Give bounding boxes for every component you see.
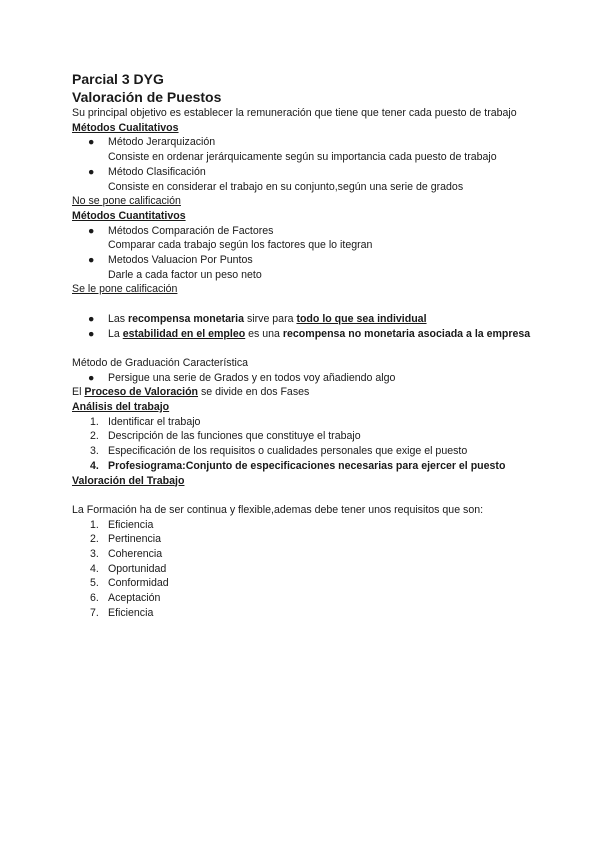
text-run-bold: recompensa no monetaria asociada a la empresa [282,327,531,340]
list-number: 6. [90,592,99,605]
list-item [72,518,532,533]
list-item [72,415,532,430]
graduacion-title: Método de Graduación Característica [72,356,249,369]
document-title: Parcial 3 DYG [72,71,164,87]
recompensa-line [108,312,532,327]
list-item [72,371,532,386]
item-desc: Comparar cada trabajo según los factores que lo itegran [108,239,373,252]
item-text: Eficiencia [108,518,154,531]
text-run-bold-underline: todo lo que sea individual [296,312,427,325]
bullet-icon: ● [88,327,95,340]
item-text: Profesiograma:Conjunto de especificaciones necesarias para ejercer el puesto [108,459,506,472]
heading-cualitativos: Métodos Cualitativos [72,121,179,134]
list-number: 4. [90,459,99,472]
intro-paragraph: Su principal objetivo es establecer la remuneración que tiene que tener cada puesto de trabajo [72,107,517,119]
item-title: Método Clasificación [108,165,206,178]
list-number: 5. [90,577,99,590]
list-item [72,532,532,547]
list-number: 2. [90,533,99,546]
heading-cuantitativos: Métodos Cuantitativos [72,209,186,222]
item-title: Métodos Comparación de Factores [108,224,274,237]
text-run: sirve para [244,312,297,325]
list-number: 1. [90,518,99,531]
heading-valoracion: Valoración del Trabajo [72,474,185,487]
text-run: es una [245,327,283,340]
item-desc: Darle a cada factor un peso neto [108,268,262,281]
item-title: Método Jerarquización [108,136,216,149]
note-cuantitativos: Se le pone calificación [72,283,178,296]
list-item [72,224,532,253]
section-title: Valoración de Puestos [72,89,222,105]
bullet-icon: ● [88,312,95,325]
bullet-icon: ● [88,136,95,149]
note-cualitativos: No se pone calificación [72,195,181,208]
text-run-bold-underline: Proceso de Valoración [84,386,199,399]
proceso-line [72,385,532,400]
item-text: Oportunidad [108,562,167,575]
list-item [72,576,532,591]
list-item [72,327,532,342]
item-desc: Consiste en ordenar jerárquicamente según su importancia cada puesto de trabajo [108,151,497,164]
list-item [72,547,532,562]
list-item [72,444,532,459]
estabilidad-line [108,327,532,342]
text-run-bold-underline: estabilidad en el empleo [122,327,246,340]
item-text: Pertinencia [108,533,161,546]
list-number: 2. [90,430,99,443]
text-run: El [72,386,85,399]
item-text: Especificación de los requisitos o cualidades personales que exige el puesto [108,445,468,458]
list-item [72,562,532,577]
list-item [72,591,532,606]
list-item [72,606,532,621]
text-run-bold: recompensa monetaria [128,312,245,325]
item-text: Identificar el trabajo [108,415,201,428]
item-text: Aceptación [108,592,161,605]
bullet-icon: ● [88,254,95,267]
item-text: Persigue una serie de Grados y en todos voy añadiendo algo [108,371,396,384]
list-item [72,135,532,164]
heading-analisis: Análisis del trabajo [72,401,170,414]
item-text: Descripción de las funciones que constituye el trabajo [108,430,361,443]
list-number: 7. [90,606,99,619]
bullet-icon: ● [88,165,95,178]
bullet-icon: ● [88,371,95,384]
list-item [72,253,532,282]
item-desc: Consiste en considerar el trabajo en su conjunto,según una serie de grados [108,180,464,193]
list-number: 4. [90,562,99,575]
text-run: La [108,327,123,340]
list-item [72,459,532,474]
list-number: 3. [90,445,99,458]
formacion-intro: La Formación ha de ser continua y flexible,ademas debe tener unos requisitos que son: [72,503,484,516]
item-text: Conformidad [108,577,169,590]
list-number: 3. [90,548,99,561]
item-text: Coherencia [108,548,163,561]
list-item [72,312,532,327]
list-number: 1. [90,415,99,428]
document-content [72,70,532,621]
text-run: se divide en dos Fases [198,386,310,399]
list-item [72,429,532,444]
bullet-icon: ● [88,224,95,237]
item-title: Metodos Valuacion Por Puntos [108,254,253,267]
text-run: Las [108,312,129,325]
list-item [72,165,532,194]
item-text: Eficiencia [108,606,154,619]
